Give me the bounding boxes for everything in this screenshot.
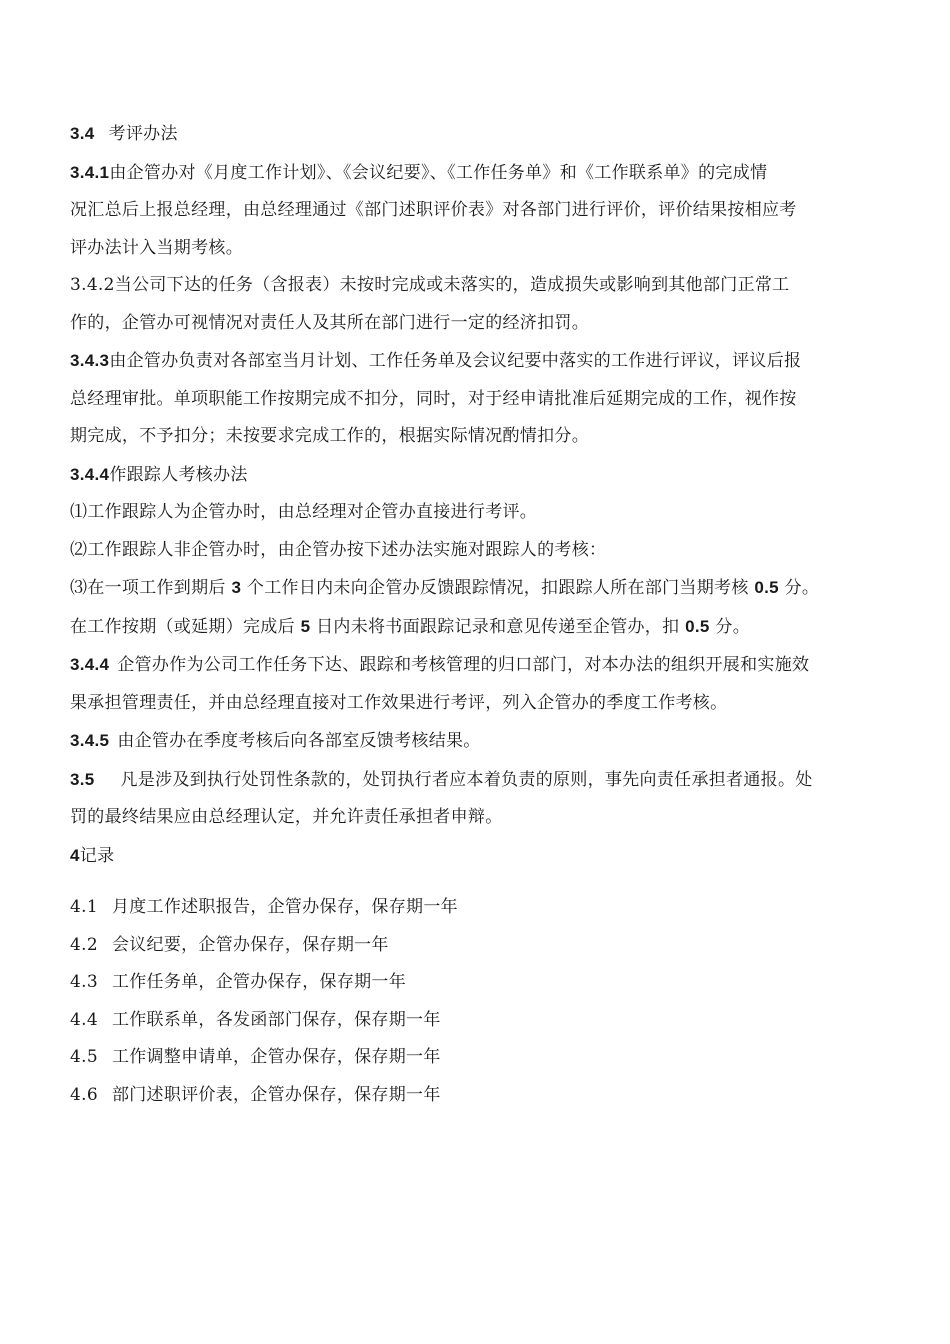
section-3-4-4-heading: 3.4.4作跟踪人考核办法 [70, 464, 248, 485]
section-3-4-2: 3.4.2当公司下达的任务（含报表）未按时完成或未落实的，造成损失或影响到其他部门正常工 作的，企管办可视情况对责任人及其所在部门进行一定的经济扣罚。 [70, 275, 790, 333]
section-4-heading: 4记录 [70, 845, 115, 866]
record-item: 4.5 工作调整申请单，企管办保存，保存期一年 [70, 1047, 441, 1067]
section-3-4-4-body: 3.4.4 企管办作为公司工作任务下达、跟踪和考核管理的归口部门，对本办法的组织开展和实施效 果承担管理责任，并由总经理直接对工作效果进行考评，列入企管办的季度工作考核。 [70, 655, 810, 713]
list-item-1: ⑴工作跟踪人为企管办时，由总经理对企管办直接进行考评。 [70, 502, 538, 522]
section-3-5: 3.5 凡是涉及到执行处罚性条款的，处罚执行者应本着负责的原则，事先向责任承担者通报。处 罚的最终结果应由总经理认定，并允许责任承担者申辩。 [70, 769, 813, 827]
document-body [70, 115, 885, 1114]
record-item: 4.2 会议纪要，企管办保存，保存期一年 [70, 934, 389, 955]
section-3-4-1: 3.4.1由企管办对《月度工作计划》、《会议纪要》、《工作任务单》和《工作联系单》的完成情 况汇总后上报总经理，由总经理通过《部门述职评价表》对各部门进行评价，评价结果按相应考 评办法计入当期考核。 [70, 162, 797, 258]
record-item: 4.3 工作任务单，企管办保存，保存期一年 [70, 972, 407, 992]
record-item: 4.1 月度工作述职报告，企管办保存，保存期一年 [70, 897, 458, 917]
section-3-4-heading: 3.4 考评办法 [70, 124, 178, 144]
records-list [70, 889, 885, 1114]
section-3-4-3: 3.4.3由企管办负责对各部室当月计划、工作任务单及会议纪要中落实的工作进行评议，评议后报 总经理审批。单项职能工作按期完成不扣分，同时，对于经申请批准后延期完成的工作，视作按 期完成，不予扣分；未按要求完成工作的，根据实际情况酌情扣分。 [70, 351, 802, 446]
section-3-4-5: 3.4.5 由企管办在季度考核后向各部室反馈考核结果。 [70, 731, 481, 751]
record-item: 4.4 工作联系单，各发函部门保存，保存期一年 [70, 1009, 441, 1030]
list-item-3: ⑶在一项工作到期后 3 个工作日内未向企管办反馈跟踪情况，扣跟踪人所在部门当期考核 0.5 分。 在工作按期（或延期）完成后 5 日内未将书面跟踪记录和意见传递至企管办，扣 0.5 分。 [70, 578, 820, 637]
list-item-2: ⑵工作跟踪人非企管办时，由企管办按下述办法实施对跟踪人的考核： [70, 539, 607, 560]
record-item: 4.6 部门述职评价表，企管办保存，保存期一年 [70, 1084, 441, 1105]
